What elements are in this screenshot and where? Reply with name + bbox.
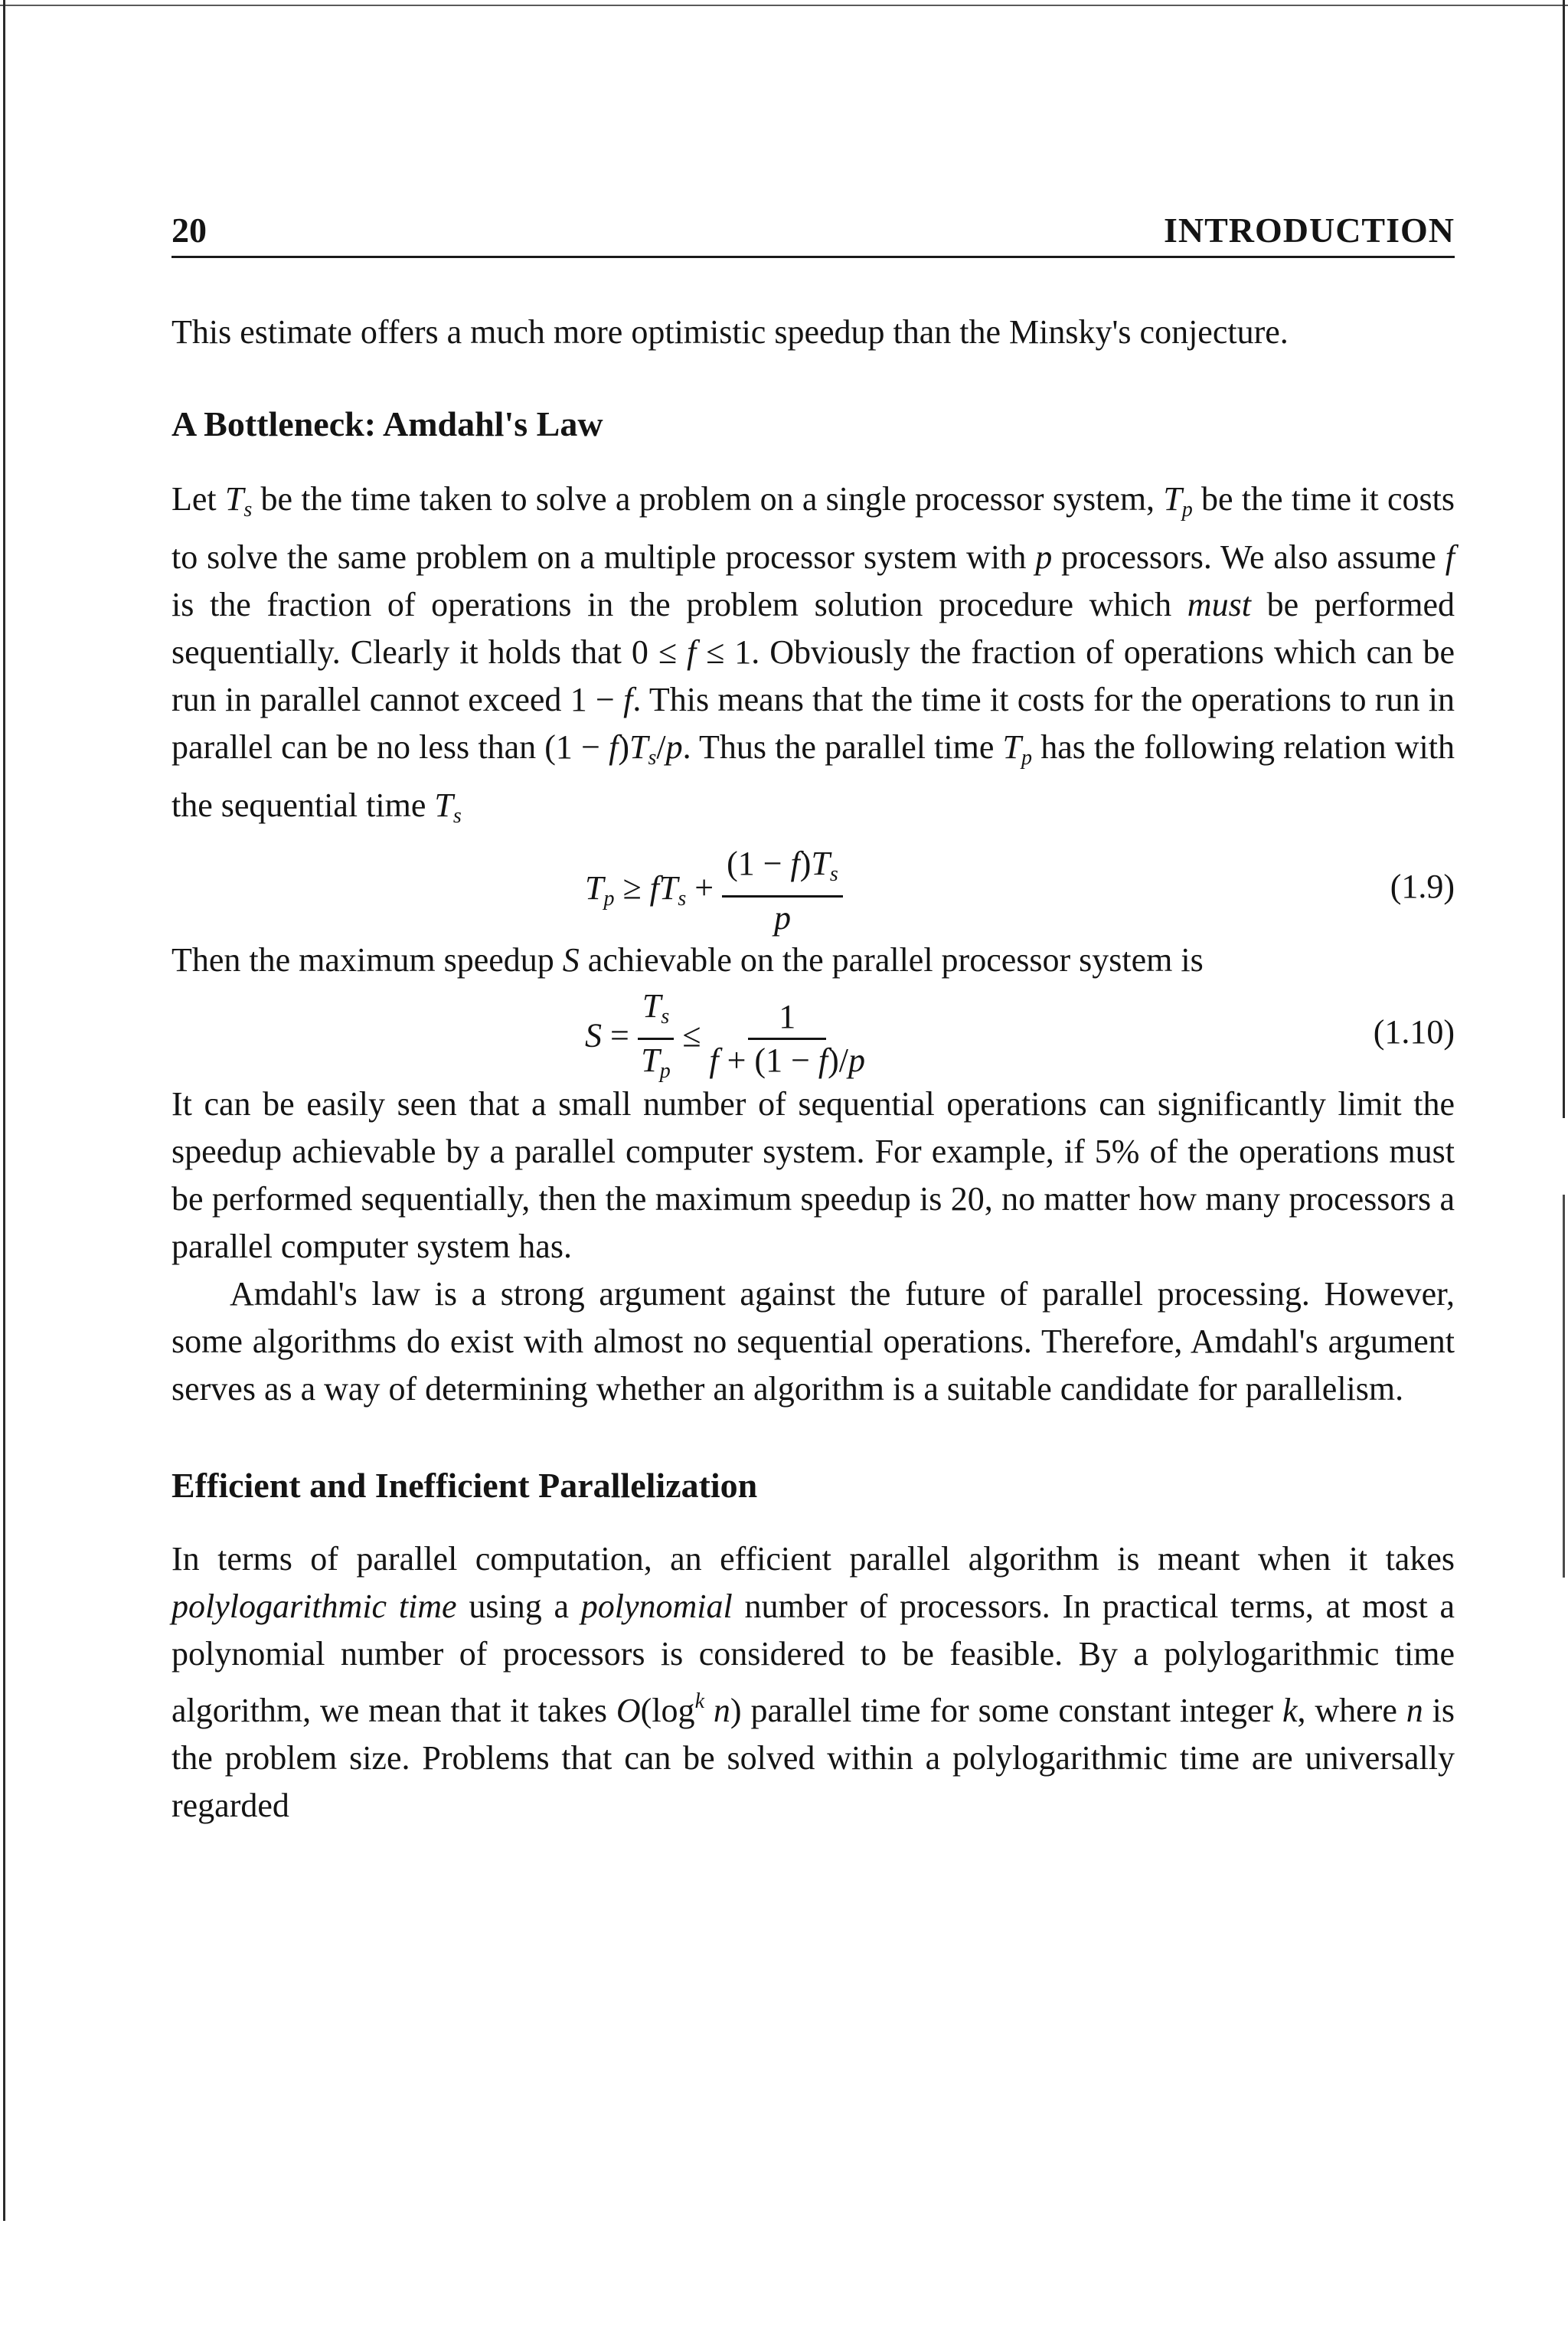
running-title: INTRODUCTION xyxy=(1163,211,1455,250)
equation-1-10 xyxy=(172,986,1455,1083)
equation-1-9 xyxy=(172,843,1455,937)
running-header xyxy=(172,207,1455,256)
amdahl-paragraph-2: It can be easily seen that a small number of sequential operations can significantly limit the speedup achievable by a parallel computer system. For example, if 5% of the operations must be performed sequentially, then the maximum speedup is 20, no matter how many processors a parallel computer system has. xyxy=(172,1085,1455,1265)
intro-paragraph: This estimate offers a much more optimistic speedup than the Minsky's conjecture. xyxy=(172,313,1289,351)
section-heading-amdahl: A Bottleneck: Amdahl's Law xyxy=(172,404,603,443)
equation-1-10-formula: S = $\frac{T_s}{T_p}$ ≤ $\frac{1}{f + (1 - f)/p}$ xyxy=(585,987,866,1083)
amdahl-paragraph-3: Amdahl's law is a strong argument against the future of parallel processing. However, some algorithms do exist with almost no sequential operations. Therefore, Amdahl's argument serves as a way of determining whether an algorithm is a suitable candidate for parallelism. xyxy=(172,1275,1455,1408)
amdahl-paragraph-1: Let $T_s$ be the time taken to solve a problem on a single processor system, $T_p$ be the time it costs to solve the same problem on a multiple processor system with p processors. We also assume f is the fraction of operations in the problem solution procedure which must be performed sequentially. Clearly it holds that 0 ≤ f ≤ 1. Obviously the fraction of operations which can be run in parallel cannot exceed 1 − f. This means that the time it costs for the operations to run in parallel can be no less than $(1 - f)T_s/p$. Thus the parallel time $T_p$ has the following relation with the sequential time $T_s$ xyxy=(172,480,1455,828)
page-number: 20 xyxy=(172,211,207,250)
scan-right-edge-lower xyxy=(1563,1195,1565,1578)
speedup-intro-line: Then the maximum speedup S achievable on the parallel processor system is xyxy=(172,941,1204,979)
book-page xyxy=(172,207,1455,1830)
header-rule xyxy=(172,256,1455,258)
efficient-paragraph-1: In terms of parallel computation, an efficient parallel algorithm is meant when it takes polylogarithmic time using a polynomial number of processors. In practical terms, at most a polynomial number of processors is considered to be feasible. By a polylogarithmic time algorithm, we mean that it takes $O(\log^k$ n) parallel time for some constant integer k, where n is the problem size. Problems that can be solved within a polylogarithmic time are universally regarded xyxy=(172,1540,1455,1824)
equation-1-9-formula: $T_p \ge fT_s$ + $\frac{(1 - f)T_s}{p}$ xyxy=(585,843,843,939)
equation-1-9-number: (1.9) xyxy=(1390,868,1455,905)
equation-1-10-number: (1.10) xyxy=(1373,1013,1455,1051)
scan-left-edge xyxy=(3,0,5,2221)
scan-top-border xyxy=(0,5,1568,6)
scan-right-edge xyxy=(1563,0,1565,1118)
section-heading-efficient: Efficient and Inefficient Parallelization xyxy=(172,1466,758,1505)
